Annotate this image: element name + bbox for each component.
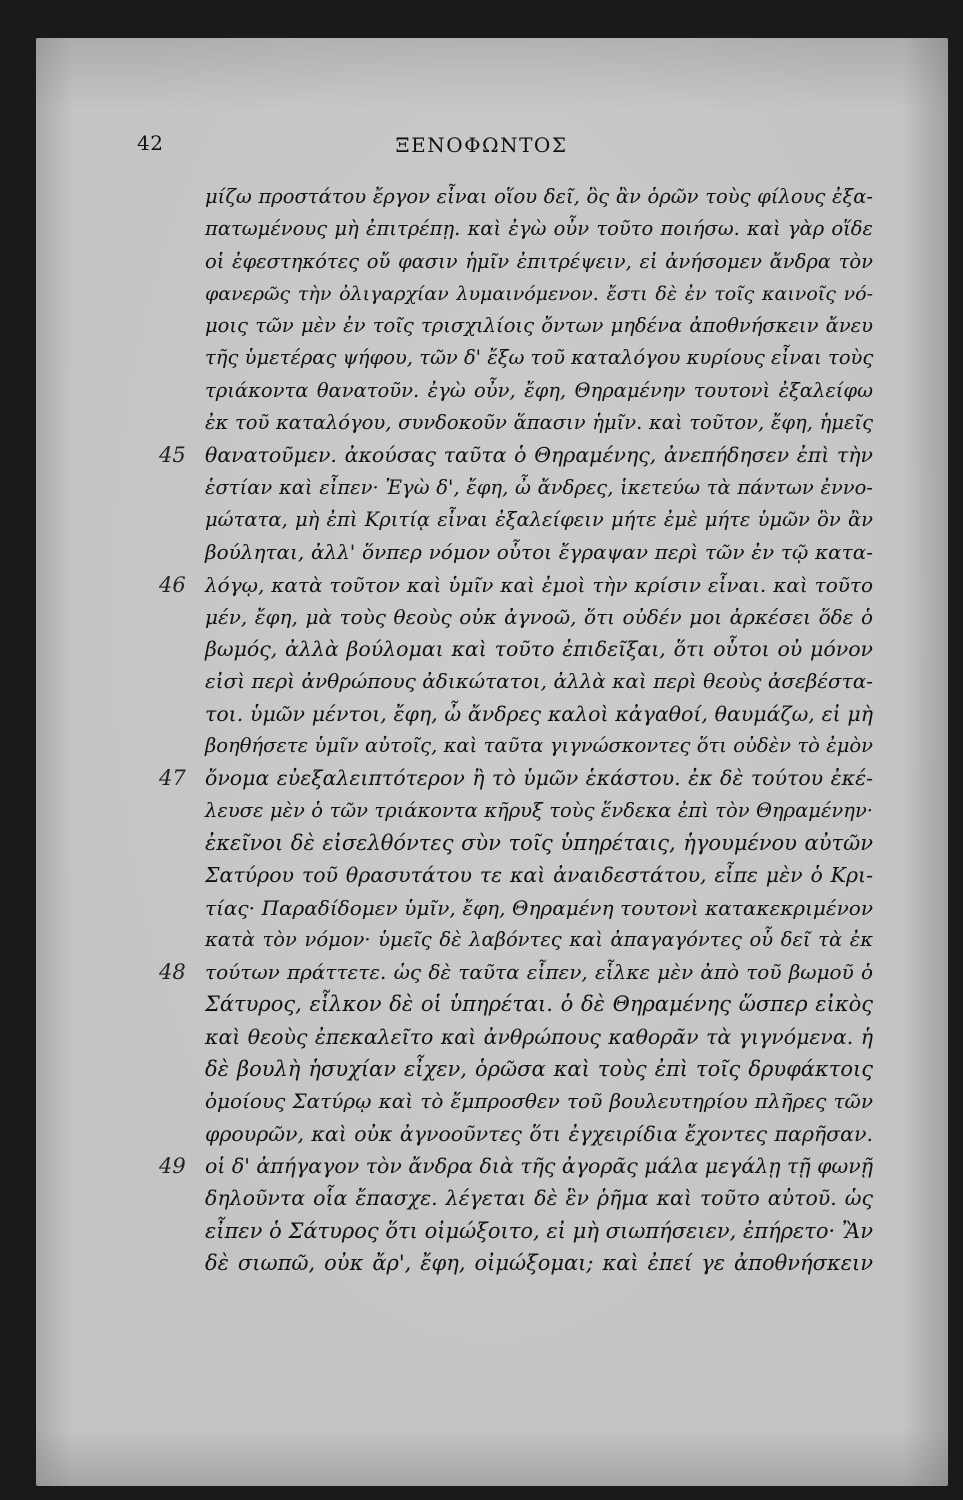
text-line: ὁμοίους Σατύρῳ καὶ τὸ ἔμπροσθεν τοῦ βουλευτηρίου πλῆρες τῶν bbox=[205, 1089, 873, 1114]
text-line: τριάκοντα θανατοῦν. ἐγὼ οὖν, ἔφη, Θηραμένην τουτονὶ ἐξαλείφω bbox=[205, 378, 873, 402]
text-line: ἐκ τοῦ καταλόγου, συνδοκοῦν ἅπασιν ἡμῖν. καὶ τοῦτον, ἔφη, ἡμεῖς bbox=[205, 411, 873, 435]
text-line: δηλοῦντα οἷα ἔπασχε. λέγεται δὲ ἓν ῥῆμα καὶ τοῦτο αὐτοῦ. ὡς bbox=[205, 1186, 873, 1211]
text-line: τούτων πράττετε. ὡς δὲ ταῦτα εἶπεν, εἷλκε μὲν ἀπὸ τοῦ βωμοῦ ὁ bbox=[205, 960, 873, 985]
text-line: εἰσὶ περὶ ἀνθρώπους ἀδικώτατοι, ἀλλὰ καὶ περὶ θεοὺς ἀσεβέστα- bbox=[205, 669, 873, 694]
running-title: ΞΕΝΟΦΩΝΤΟΣ bbox=[395, 133, 568, 157]
text-line: λευσε μὲν ὁ τῶν τριάκοντα κῆρυξ τοὺς ἕνδεκα ἐπὶ τὸν Θηραμένην· bbox=[205, 798, 873, 822]
text-line: μίζω προστάτου ἔργον εἶναι οἵου δεῖ, ὃς ἂν ὁρῶν τοὺς φίλους ἐξα- bbox=[205, 185, 873, 208]
text-line: βωμός, ἀλλὰ βούλομαι καὶ τοῦτο ἐπιδεῖξαι, ὅτι οὗτοι οὐ μόνον bbox=[205, 637, 873, 662]
section-number: 49 bbox=[159, 1154, 186, 1178]
text-line: οἱ δ' ἀπήγαγον τὸν ἄνδρα διὰ τῆς ἀγορᾶς μάλα μεγάλῃ τῇ φωνῇ bbox=[205, 1153, 873, 1178]
text-line: φανερῶς τὴν ὀλιγαρχίαν λυμαινόμενον. ἔστι δὲ ἐν τοῖς καινοῖς νό- bbox=[205, 282, 873, 305]
text-line: Σάτυρος, εἷλκον δὲ οἱ ὑπηρέται. ὁ δὲ Θηραμένης ὥσπερ εἰκὸς bbox=[205, 992, 873, 1017]
text-line: κατὰ τὸν νόμον· ὑμεῖς δὲ λαβόντες καὶ ἀπαγαγόντες οὗ δεῖ τὰ ἐκ bbox=[205, 927, 873, 951]
text-line: Σατύρου τοῦ θρασυτάτου τε καὶ ἀναιδεστάτου, εἶπε μὲν ὁ Κρι- bbox=[205, 863, 873, 888]
greek-text-body bbox=[205, 181, 873, 1279]
text-line: λόγῳ, κατὰ τοῦτον καὶ ὑμῖν καὶ ἐμοὶ τὴν κρίσιν εἶναι. καὶ τοῦτο bbox=[205, 572, 873, 597]
text-line: μοις τῶν μὲν ἐν τοῖς τρισχιλίοις ὄντων μηδένα ἀποθνήσκειν ἄνευ bbox=[205, 314, 873, 338]
text-line: θανατοῦμεν. ἀκούσας ταῦτα ὁ Θηραμένης, ἀνεπήδησεν ἐπὶ τὴν bbox=[205, 443, 873, 468]
text-line: φρουρῶν, καὶ οὐκ ἀγνοοῦντες ὅτι ἐγχειρίδια ἔχοντες παρῆσαν. bbox=[205, 1121, 873, 1146]
text-line: δὲ σιωπῶ, οὐκ ἄρ', ἔφη, οἰμώξομαι; καὶ ἐπεί γε ἀποθνήσκειν bbox=[205, 1250, 873, 1275]
text-line: μώτατα, μὴ ἐπὶ Κριτίᾳ εἶναι ἐξαλείφειν μήτε ἐμὲ μήτε ὑμῶν ὃν ἂν bbox=[205, 507, 873, 531]
text-line: τοι. ὑμῶν μέντοι, ἔφη, ὦ ἄνδρες καλοὶ κἀγαθοί, θαυμάζω, εἰ μὴ bbox=[205, 701, 873, 726]
text-line: ἐκεῖνοι δὲ εἰσελθόντες σὺν τοῖς ὑπηρέταις, ἡγουμένου αὐτῶν bbox=[205, 830, 873, 855]
section-number: 45 bbox=[159, 443, 186, 468]
text-line: τίας· Παραδίδομεν ὑμῖν, ἔφη, Θηραμένη τουτονὶ κατακεκριμένον bbox=[205, 895, 873, 920]
section-number: 48 bbox=[159, 960, 186, 985]
text-line: ἑστίαν καὶ εἶπεν· Ἐγὼ δ', ἔφη, ὦ ἄνδρες, ἱκετεύω τὰ πάντων ἐννο- bbox=[205, 475, 873, 499]
text-line: δὲ βουλὴ ἡσυχίαν εἶχεν, ὁρῶσα καὶ τοὺς ἐπὶ τοῖς δρυφάκτοις bbox=[205, 1057, 873, 1082]
text-line: εἶπεν ὁ Σάτυρος ὅτι οἰμώξοιτο, εἰ μὴ σιωπήσειεν, ἐπήρετο· Ἂν bbox=[205, 1218, 873, 1243]
text-line: οἱ ἐφεστηκότες οὔ φασιν ἡμῖν ἐπιτρέψειν, εἰ ἀνήσομεν ἄνδρα τὸν bbox=[205, 249, 873, 273]
text-line: μέν, ἔφη, μὰ τοὺς θεοὺς οὐκ ἀγνοῶ, ὅτι οὐδέν μοι ἀρκέσει ὅδε ὁ bbox=[205, 604, 873, 629]
text-line: ὄνομα εὐεξαλειπτότερον ἢ τὸ ὑμῶν ἑκάστου. ἐκ δὲ τούτου ἐκέ- bbox=[205, 766, 873, 791]
text-line: βοηθήσετε ὑμῖν αὐτοῖς, καὶ ταῦτα γιγνώσκοντες ὅτι οὐδὲν τὸ ἐμὸν bbox=[205, 734, 873, 758]
page-number: 42 bbox=[137, 131, 164, 155]
section-number: 46 bbox=[159, 572, 186, 597]
text-line: πατωμένους μὴ ἐπιτρέπῃ. καὶ ἐγὼ οὖν τοῦτο ποιήσω. καὶ γὰρ οἵδε bbox=[205, 217, 873, 241]
section-number: 47 bbox=[159, 766, 186, 791]
text-line: βούληται, ἀλλ' ὅνπερ νόμον οὗτοι ἔγραψαν περὶ τῶν ἐν τῷ κατα- bbox=[205, 540, 873, 565]
text-line: τῆς ὑμετέρας ψήφου, τῶν δ' ἔξω τοῦ καταλόγου κυρίους εἶναι τοὺς bbox=[205, 346, 874, 370]
text-line: καὶ θεοὺς ἐπεκαλεῖτο καὶ ἀνθρώπους καθορᾶν τὰ γιγνόμενα. ἡ bbox=[205, 1024, 873, 1049]
